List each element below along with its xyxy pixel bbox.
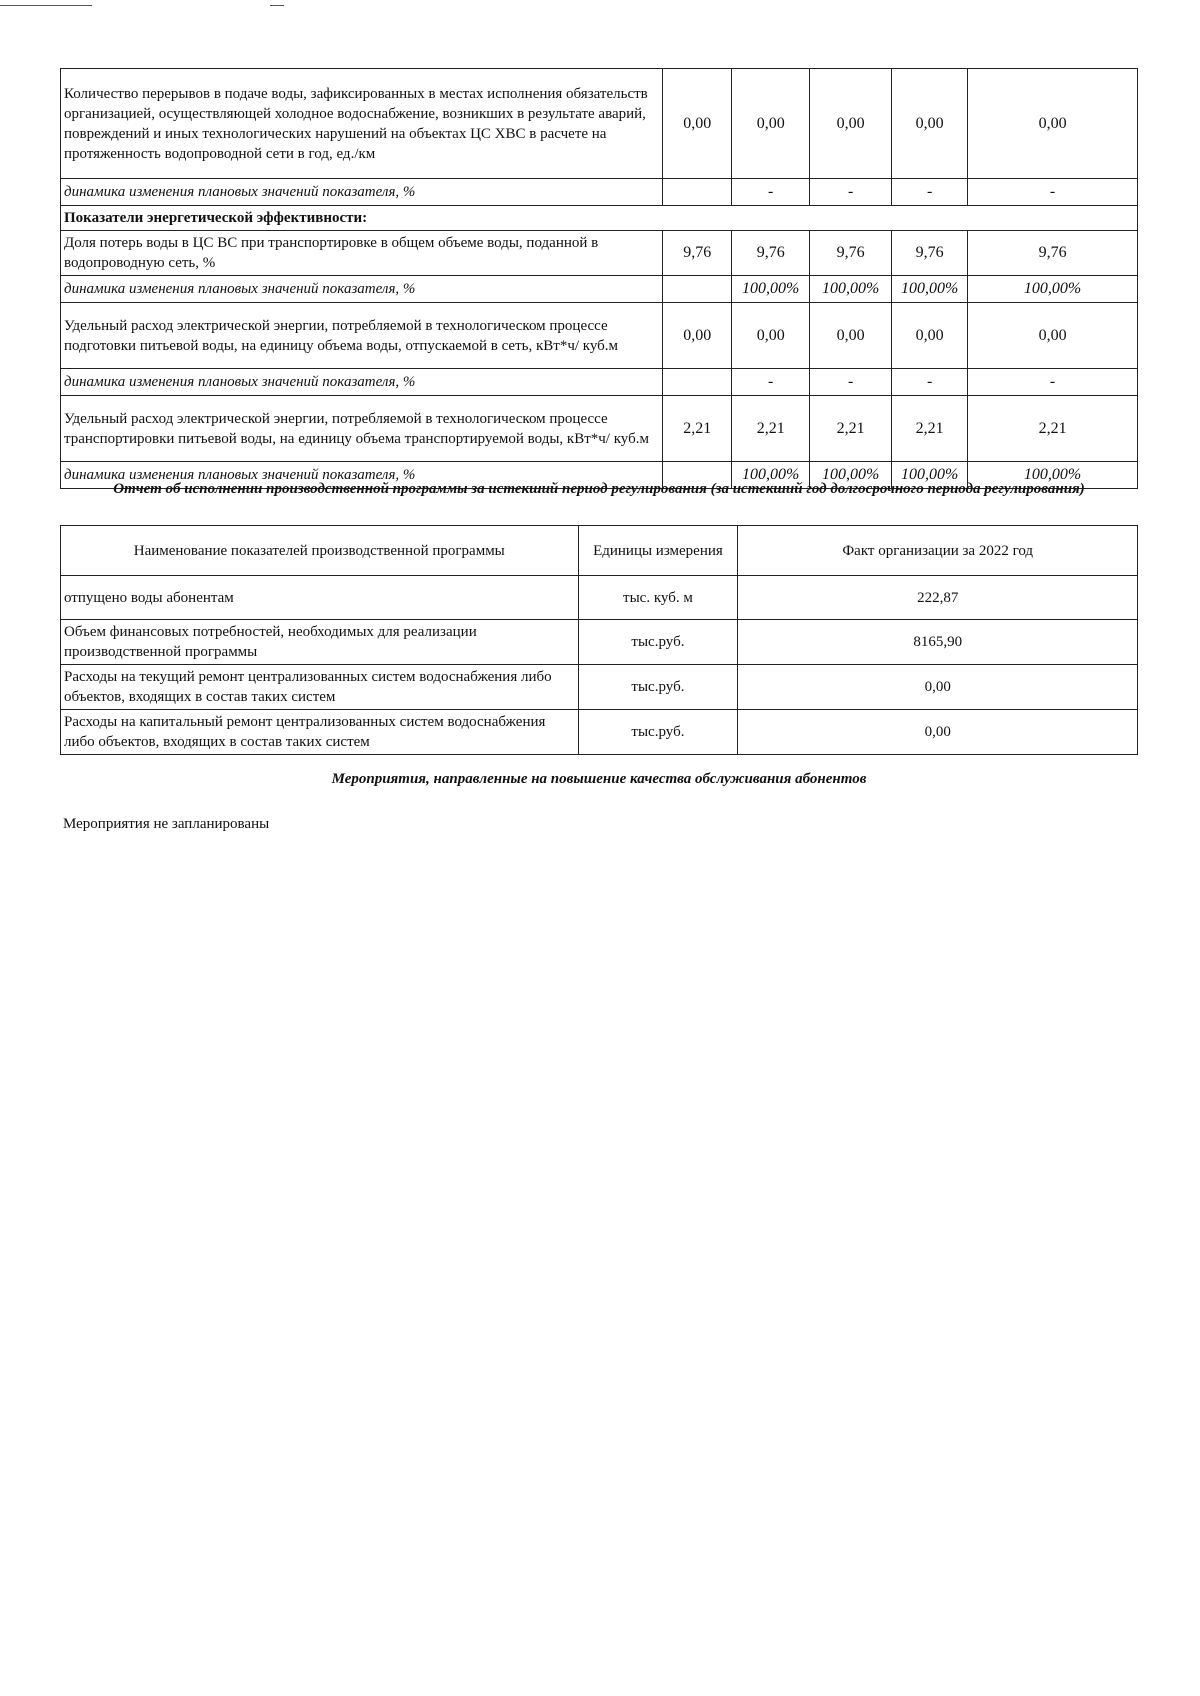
measures-text: Мероприятия не запланированы bbox=[63, 816, 270, 832]
value-cell: 8165,90 bbox=[738, 620, 1138, 665]
value-cell: 100,00% bbox=[968, 462, 1138, 489]
table-row bbox=[61, 396, 1138, 462]
value-cell: 0,00 bbox=[663, 303, 732, 369]
column-header: Факт организации за 2022 год bbox=[738, 526, 1138, 576]
value-cell: - bbox=[810, 179, 892, 206]
unit-cell: тыс. куб. м bbox=[578, 576, 738, 620]
row-label: динамика изменения плановых значений показателя, % bbox=[61, 179, 663, 206]
value-cell: - bbox=[968, 179, 1138, 206]
value-cell: 0,00 bbox=[810, 69, 892, 179]
row-label: отпущено воды абонентам bbox=[61, 576, 579, 620]
section-title: Показатели энергетической эффективности: bbox=[61, 206, 1138, 231]
value-cell bbox=[663, 369, 732, 396]
value-cell: 0,00 bbox=[968, 303, 1138, 369]
scan-artifact-line bbox=[0, 5, 92, 6]
value-cell: - bbox=[892, 369, 968, 396]
value-cell: 9,76 bbox=[810, 231, 892, 276]
value-cell: 9,76 bbox=[663, 231, 732, 276]
value-cell: 0,00 bbox=[738, 665, 1138, 710]
value-cell: 100,00% bbox=[892, 462, 968, 489]
value-cell: 0,00 bbox=[810, 303, 892, 369]
table-row bbox=[61, 69, 1138, 179]
value-cell: 9,76 bbox=[732, 231, 810, 276]
value-cell: 9,76 bbox=[892, 231, 968, 276]
table-header-row bbox=[61, 526, 1138, 576]
column-header: Единицы измерения bbox=[578, 526, 738, 576]
value-cell: 0,00 bbox=[968, 69, 1138, 179]
value-cell: 9,76 bbox=[968, 231, 1138, 276]
value-cell: 0,00 bbox=[892, 69, 968, 179]
row-label: динамика изменения плановых значений показателя, % bbox=[61, 276, 663, 303]
value-cell: 222,87 bbox=[738, 576, 1138, 620]
row-label: Доля потерь воды в ЦС ВС при транспортировке в общем объеме воды, поданной в водопроводную сеть, % bbox=[61, 231, 663, 276]
value-cell bbox=[663, 276, 732, 303]
row-label: Объем финансовых потребностей, необходимых для реализации производственной программы bbox=[61, 620, 579, 665]
value-cell bbox=[663, 179, 732, 206]
table-row bbox=[61, 179, 1138, 206]
row-label: Удельный расход электрической энергии, потребляемой в технологическом процессе подготовки питьевой воды, на единицу объема воды, отпускаемой в сеть, кВт*ч/ куб.м bbox=[61, 303, 663, 369]
value-cell: 100,00% bbox=[732, 462, 810, 489]
section-row bbox=[61, 206, 1138, 231]
report-table bbox=[60, 525, 1138, 755]
value-cell: 0,00 bbox=[663, 69, 732, 179]
value-cell: - bbox=[892, 179, 968, 206]
value-cell: 0,00 bbox=[892, 303, 968, 369]
value-cell: 2,21 bbox=[732, 396, 810, 462]
value-cell: 2,21 bbox=[810, 396, 892, 462]
column-header: Наименование показателей производственной программы bbox=[61, 526, 579, 576]
value-cell: 2,21 bbox=[968, 396, 1138, 462]
row-label: Расходы на капитальный ремонт централизованных систем водоснабжения либо объектов, входящих в состав таких систем bbox=[61, 710, 579, 755]
unit-cell: тыс.руб. bbox=[578, 620, 738, 665]
value-cell: 100,00% bbox=[732, 276, 810, 303]
indicators-table bbox=[60, 68, 1138, 489]
value-cell: 0,00 bbox=[732, 303, 810, 369]
unit-cell: тыс.руб. bbox=[578, 665, 738, 710]
table-row bbox=[61, 710, 1138, 755]
value-cell: - bbox=[732, 369, 810, 396]
row-label: динамика изменения плановых значений показателя, % bbox=[61, 369, 663, 396]
table-row bbox=[61, 576, 1138, 620]
value-cell: - bbox=[810, 369, 892, 396]
scan-artifact-line bbox=[270, 5, 284, 6]
row-label: Удельный расход электрической энергии, потребляемой в технологическом процессе транспортировки питьевой воды, на единицу объема транспортируемой воды, кВт*ч/ куб.м bbox=[61, 396, 663, 462]
unit-cell: тыс.руб. bbox=[578, 710, 738, 755]
value-cell: 0,00 bbox=[732, 69, 810, 179]
value-cell: 100,00% bbox=[810, 462, 892, 489]
measures-caption: Мероприятия, направленные на повышение качества обслуживания абонентов bbox=[331, 771, 867, 787]
value-cell: 0,00 bbox=[738, 710, 1138, 755]
table-row bbox=[61, 620, 1138, 665]
row-label: динамика изменения плановых значений показателя, % bbox=[61, 462, 663, 489]
value-cell: 2,21 bbox=[663, 396, 732, 462]
table-row bbox=[61, 303, 1138, 369]
value-cell: 100,00% bbox=[968, 276, 1138, 303]
table-row bbox=[61, 231, 1138, 276]
value-cell: 100,00% bbox=[810, 276, 892, 303]
table-row bbox=[61, 276, 1138, 303]
value-cell: - bbox=[968, 369, 1138, 396]
row-label: Расходы на текущий ремонт централизованных систем водоснабжения либо объектов, входящих в состав таких систем bbox=[61, 665, 579, 710]
value-cell: 2,21 bbox=[892, 396, 968, 462]
report-caption: Отчет об исполнении производственной программы за истекший период регулирования (за истекший год долгосрочного периода регулирования) bbox=[113, 481, 1085, 497]
row-label: Количество перерывов в подаче воды, зафиксированных в местах исполнения обязательств организацией, осуществляющей холодное водоснабжение, возникших в результате аварий, повреждений и иных технологических нарушений на объектах ЦС ХВС в расчете на протяженность водопроводной сети в год, ед./км bbox=[61, 69, 663, 179]
value-cell: - bbox=[732, 179, 810, 206]
value-cell: 100,00% bbox=[892, 276, 968, 303]
table-row bbox=[61, 369, 1138, 396]
table-row bbox=[61, 665, 1138, 710]
